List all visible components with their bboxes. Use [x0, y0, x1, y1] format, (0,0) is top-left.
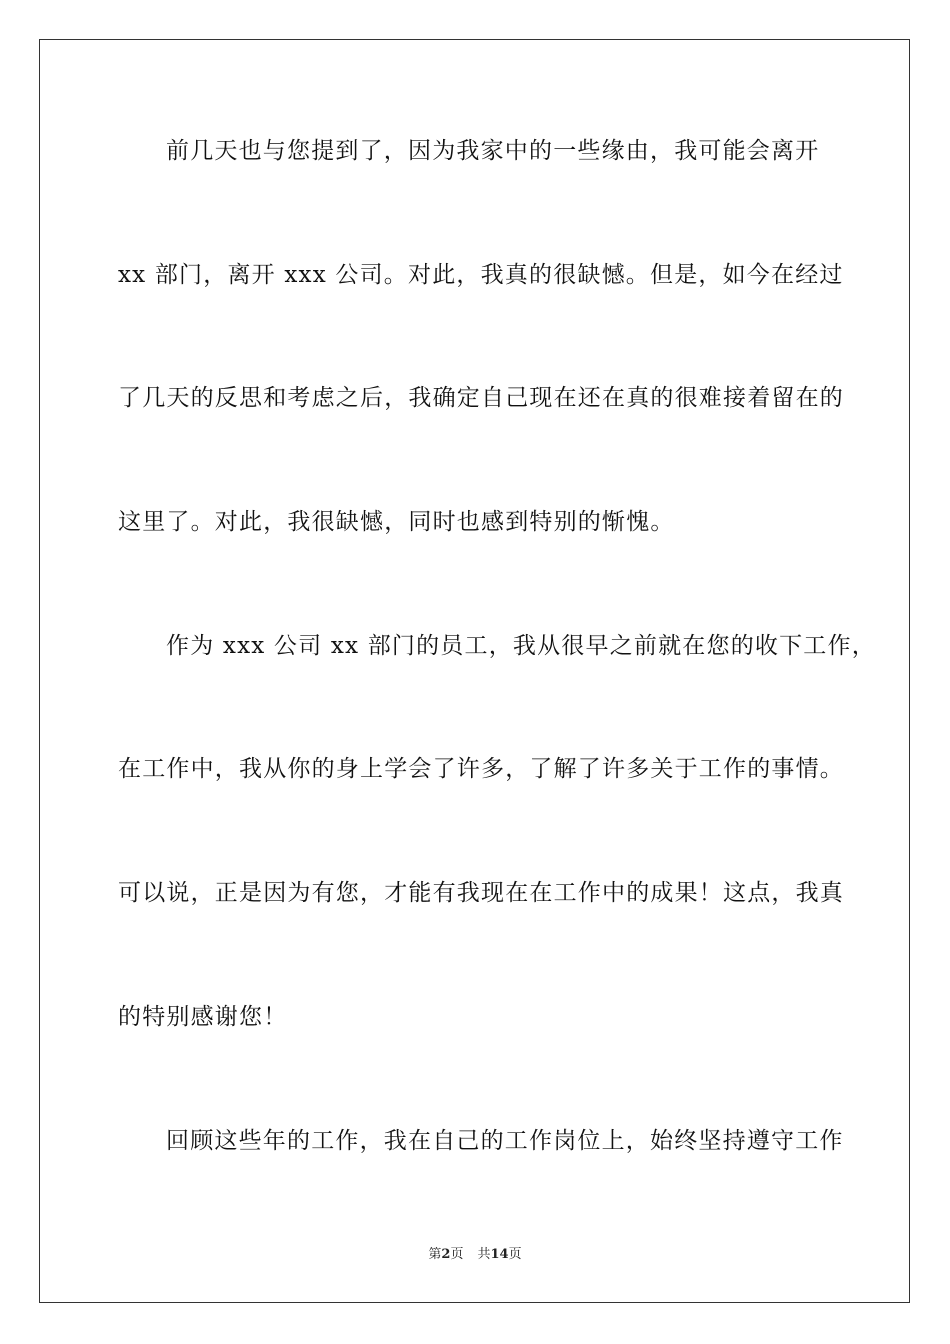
page-border	[39, 39, 910, 1303]
paragraph-2-line-4: 的特别感谢您！	[118, 1004, 288, 1030]
paragraph-1-line-3: 了几天的反思和考虑之后，我确定自己现在还在真的很难接着留在的	[118, 385, 844, 411]
paragraph-1-line-4: 这里了。对此，我很缺憾，同时也感到特别的惭愧。	[118, 509, 675, 535]
footer-page-current: 2	[441, 1247, 451, 1262]
paragraph-2-line-1: 作为 xxx 公司 xx 部门的员工，我从很早之前就在您的收下工作，	[166, 633, 876, 659]
page-footer	[0, 1246, 950, 1264]
paragraph-1-line-2: xx 部门，离开 xxx 公司。对此，我真的很缺憾。但是，如今在经过	[118, 262, 844, 288]
footer-total-prefix: 共	[477, 1247, 491, 1262]
footer-page-prefix: 第	[428, 1247, 442, 1262]
paragraph-3-line-1: 回顾这些年的工作，我在自己的工作岗位上，始终坚持遵守工作	[166, 1128, 844, 1154]
paragraph-1-line-1: 前几天也与您提到了，因为我家中的一些缘由，我可能会离开	[166, 138, 820, 164]
paragraph-2-line-2: 在工作中，我从你的身上学会了许多，了解了许多关于工作的事情。	[118, 756, 844, 782]
paragraph-2-line-3: 可以说，正是因为有您，才能有我现在在工作中的成果！这点，我真	[118, 880, 844, 906]
footer-total-suffix: 页	[508, 1247, 522, 1262]
footer-page-total: 14	[490, 1247, 509, 1262]
footer-page-suffix: 页	[450, 1247, 464, 1262]
